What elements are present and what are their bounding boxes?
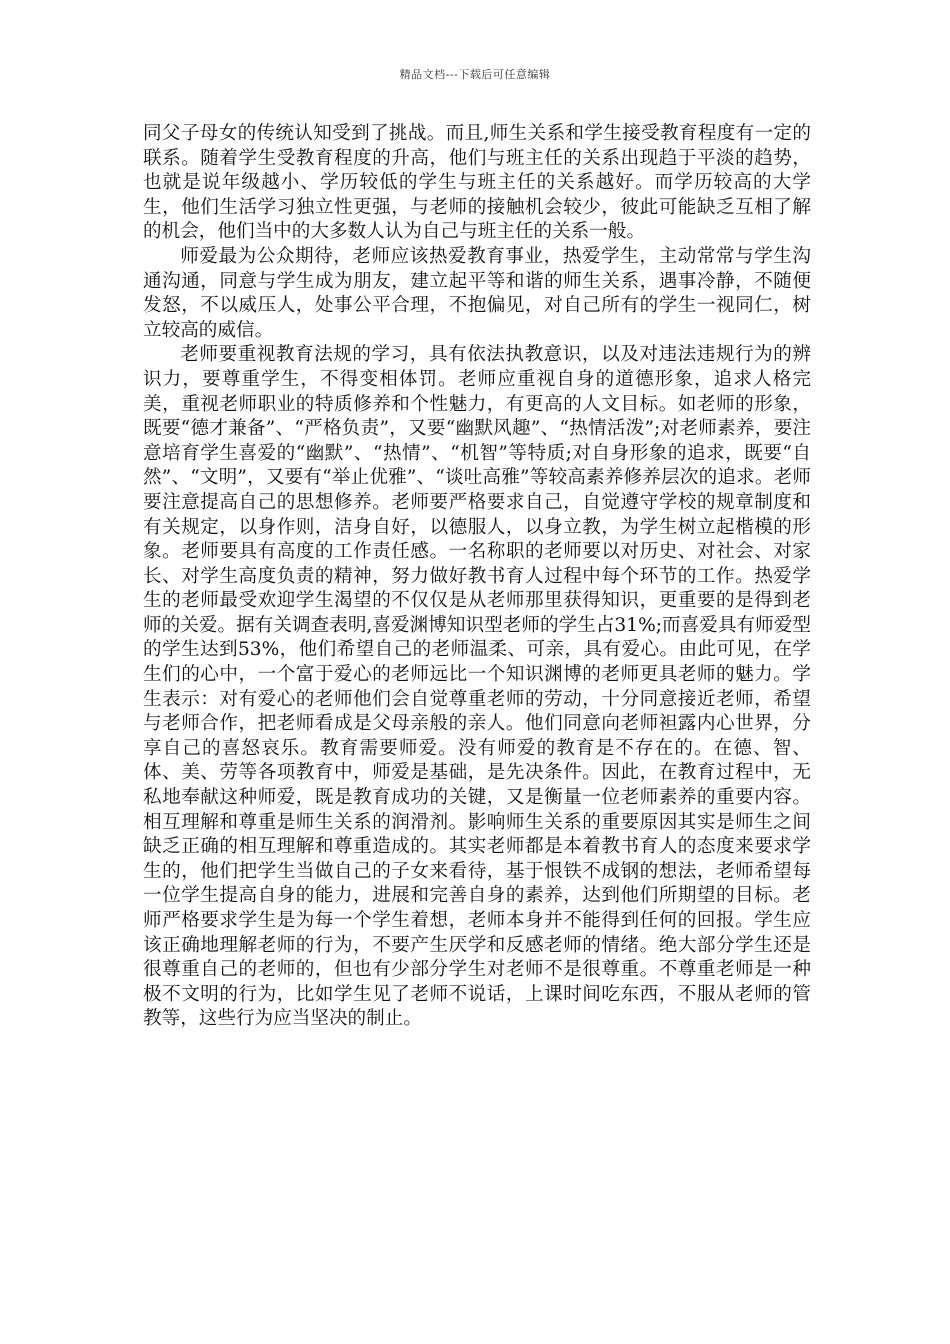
document-body bbox=[143, 122, 811, 1032]
paragraph-2: 师爱最为公众期待，老师应该热爱教育事业，热爱学生，主动常常与学生沟通沟通，同意与学生成为朋友，建立起平等和谐的师生关系，遇事冷静，不随便发怒，不以威压人，处事公平合理，不抱偏见，对自己所有的学生一视同仁，树立较高的威信。 bbox=[143, 245, 811, 341]
page-header: 精品文档---下载后可任意编辑 bbox=[399, 68, 551, 81]
paragraph-1: 同父子母女的传统认知受到了挑战。而且,师生关系和学生接受教育程度有一定的联系。随着学生受教育程度的升高，他们与班主任的关系出现趋于平淡的趋势，也就是说年级越小、学历较低的学生与班主任的关系越好。而学历较高的大学生，他们生活学习独立性更强，与老师的接触机会较少，彼此可能缺乏互相了解的机会，他们当中的大多数人认为自己与班主任的关系一般。 bbox=[143, 123, 811, 243]
paragraph-3: 老师要重视教育法规的学习，具有依法执教意识，以及对违法违规行为的辨识力，要尊重学生，不得变相体罚。老师应重视自身的道德形象，追求人格完美，重视老师职业的特质修养和个性魅力，有更高的人文目标。如老师的形象，既要“德才兼备”、“严格负责”，又要“幽默风趣”、“热情活泼”;对老师素养，要注意培育学生喜爱的“幽默”、“热情”、“机智”等特质;对自身形象的追求，既要“自然”、“文明”，又要有“举止优雅”、“谈吐高雅”等较高素养修养层次的追求。老师要注意提高自己的思想修养。老师要严格要求自己，自觉遵守学校的规章制度和有关规定，以身作则，洁身自好，以德服人，以身立教，为学生树立起楷模的形象。老师要具有高度的工作责任感。一名称职的老师要以对历史、对社会、对家长、对学生高度负责的精神，努力做好教书育人过程中每个环节的工作。热爱学生的老师最受欢迎学生渴望的不仅仅是从老师那里获得知识，更重要的是得到老师的关爱。据有关调查表明,喜爱渊博知识型老师的学生占31%;而喜爱具有师爱型的学生达到53%，他们希望自己的老师温柔、可亲，具有爱心。由此可见，在学生们的心中，一个富于爱心的老师远比一个知识渊博的老师更具老师的魅力。学生表示：对有爱心的老师他们会自觉尊重老师的劳动，十分同意接近老师，希望与老师合作，把老师看成是父母亲般的亲人。他们同意向老师袒露内心世界，分享自己的喜怒哀乐。教育需要师爱。没有师爱的教育是不存在的。在德、智、体、美、劳等各项教育中，师爱是基础，是先决条件。因此，在教育过程中，无私地奉献这种师爱，既是教育成功的关键，又是衡量一位老师素养的重要内容。相互理解和尊重是师生关系的润滑剂。影响师生关系的重要原因其实是师生之间缺乏正确的相互理解和尊重造成的。其实老师都是本着教书育人的态度来要求学生的，他们把学生当做自己的子女来看待，基于恨铁不成钢的想法，老师希望每一位学生提高自身的能力，进展和完善自身的素养，达到他们所期望的目标。老师严格要求学生是为每一个学生着想，老师本身并不能得到任何的回报。学生应该正确地理解老师的行为，不要产生厌学和反感老师的情绪。绝大部分学生还是很尊重自己的老师的，但也有少部分学生对老师不是很尊重。不尊重老师是一种极不文明的行为，比如学生见了老师不说话，上课时间吃东西，不服从老师的管教等，这些行为应当坚决的制止。 bbox=[143, 344, 811, 1030]
